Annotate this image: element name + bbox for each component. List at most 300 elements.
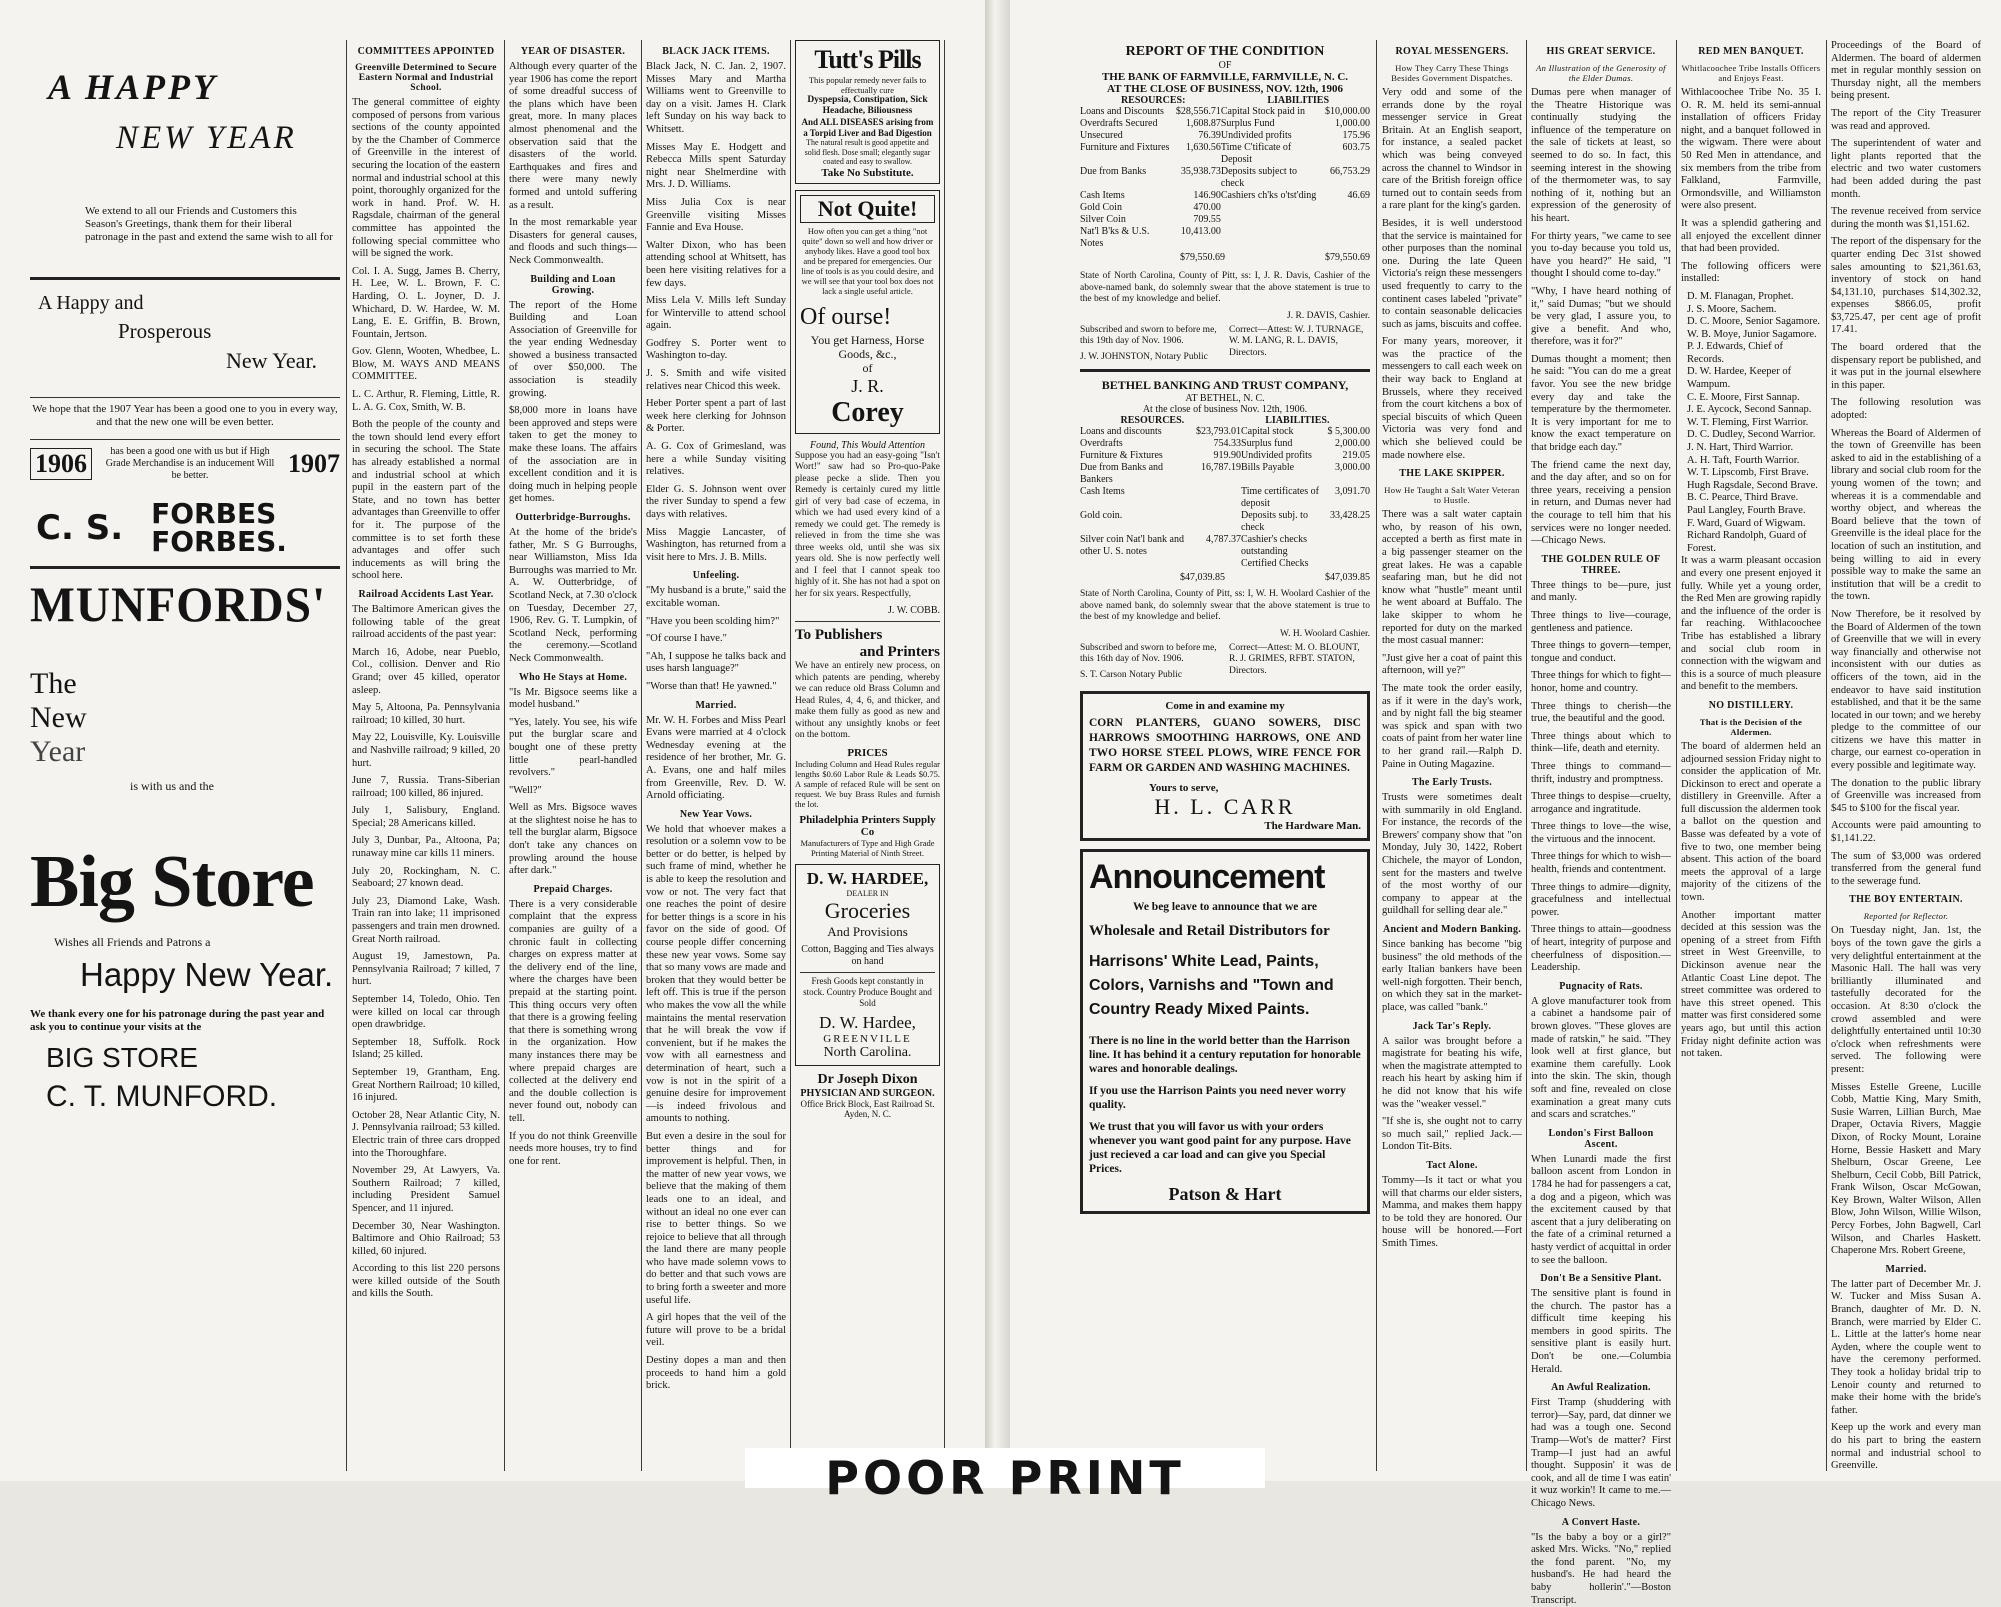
officer-item: Hugh Ragsdale, Second Brave. — [1687, 479, 1818, 491]
paragraph: Walter Dixon, who has been attending school at Whitsett, has been here visiting relatives for a few days. — [646, 239, 786, 289]
item-label: Unsecured — [1080, 130, 1123, 141]
year-right: 1907 — [288, 449, 340, 478]
publishers-2: and Printers — [859, 644, 940, 660]
paragraph: Miss Lela V. Mills left Sunday for Winterville to attend school again. — [646, 295, 786, 332]
divider — [30, 566, 340, 569]
service-column — [1531, 40, 1671, 1606]
item-label — [1221, 202, 1322, 214]
item-label: Surplus fund — [1241, 438, 1293, 449]
paragraph: Withlacoochee Tribe No. 35 I. O. R. M. held its semi-annual installation of officers Friday night, and a banquet followed in the wigwam. There were about 50 Red Men in attendance, and six members from the tribe from Falkland, Farmville, Ormondsville, and Williamston were also present. — [1681, 87, 1821, 212]
happy-title-2: NEW YEAR — [116, 120, 297, 156]
bethel-attest-row — [1080, 643, 1370, 682]
notary-name: J. W. JOHNSTON, Notary Public — [1080, 351, 1208, 362]
item-label: Loans and discounts — [1080, 426, 1162, 437]
with-us-text: is with us and the — [130, 779, 214, 793]
bethel-correct: Correct—Attest: M. O. BLOUNT, R. J. GRIMES, RFBT. STATON, Directors. — [1229, 642, 1360, 676]
royal-heading: ROYAL MESSENGERS. — [1395, 46, 1509, 57]
officer-item: J. S. Moore, Sachem. — [1687, 303, 1777, 315]
big-store-title: Big Store — [30, 841, 314, 923]
officer-item: D. W. Hardee, Keeper of Wampum. — [1687, 366, 1792, 391]
golden-rule-item: Three things to be—pure, just and manly. — [1531, 579, 1671, 604]
tutts-title: Tutt's Pills — [814, 45, 921, 74]
big-store-2: BIG STORE — [46, 1042, 198, 1073]
paragraph: July 1, Salisbury, England. Special; 28 Americans killed. — [352, 805, 500, 829]
officer-item: A. H. Taft, Fourth Warrior. — [1687, 454, 1800, 466]
golden-rule-item: Three things to live—courage, gentleness and patience. — [1531, 609, 1671, 634]
carr-serve: Yours to serve, — [1149, 782, 1219, 794]
item-label: Time C'tificate of Deposit — [1220, 142, 1292, 165]
paragraph: Miss Julia Cox is near Greenville visiting Misses Fannie and Eva House. — [646, 196, 786, 234]
corey-name: Corey — [831, 396, 904, 428]
officer-item: B. C. Pearce, Third Brave. — [1687, 492, 1799, 504]
announcement-1: We beg leave to announce that we are — [1132, 901, 1318, 913]
paragraph: First Tramp (shuddering with terror)—Say, pard, dat dinner we had was a tough one. Second Tramp—Wot's de matter? First Tramp—I just had an awful thought. Supposin' it was de cook, and all de time I was eatin' it wuz workin'! It came to me.—Chicago News. — [1531, 1397, 1671, 1509]
bethel-totals — [1080, 572, 1370, 583]
bethel-close: At the close of business Nov. 12th, 1906. — [1142, 404, 1308, 415]
item-amount: 16,787.19 — [1201, 462, 1242, 473]
financial-row — [1080, 462, 1370, 486]
royal-column — [1382, 40, 1522, 1473]
bethel-location: AT BETHEL, N. C. — [1185, 393, 1265, 404]
item-amount: 1,000.00 — [1335, 118, 1370, 129]
paragraph: If you do not think Greenville needs more houses, try to find one for rent. — [509, 1130, 637, 1167]
paragraph: The donation to the public library of Greenville was increased from $45 to $100 for the fiscal year. — [1831, 777, 1981, 814]
paragraph: "Have you been scolding him?" — [646, 615, 780, 627]
bank-title-1: REPORT OF THE CONDITION — [1125, 44, 1325, 59]
item-label: Nat'l B'ks & U.S. Notes — [1080, 226, 1150, 249]
paragraph: Whereas the Board of Aldermen of the town of Greenville has been asked to aid in the establishing of a library and social club room for the young women of the town; and whereas it is a commendable and worthy object, and whereas the Board believe that the town of Greenville is the ideal place for the location of such an institution, and being willing to aid in every possible way to make the same an institution that will be a credit to the town. — [1831, 427, 1981, 603]
hope-text: We hope that the 1907 Year has been a good one to you in every way, and that the new one will be even better. — [32, 403, 338, 428]
disaster-column — [509, 40, 637, 1473]
hardee-name-2: D. W. Hardee, — [819, 1012, 916, 1032]
financial-row — [1080, 226, 1370, 250]
item-label: Bills Payable — [1241, 462, 1295, 473]
phila-name: Philadelphia Printers Supply Co — [799, 813, 936, 838]
announcement-title: Announcement — [1089, 858, 1325, 896]
item-amount: 3,000.00 — [1335, 462, 1370, 473]
dixon-office: Office Brick Block, East Railroad St. Ayden, N. C. — [800, 1098, 935, 1119]
item-amount — [1324, 534, 1370, 558]
no-distillery-heading: NO DISTILLERY. — [1708, 699, 1794, 711]
golden-rule-item: Three things to attain—goodness of heart, integrity of purpose and cheerfulness of disposition.—Leadership. — [1531, 924, 1671, 974]
item-amount: 2,000.00 — [1335, 438, 1370, 449]
year-label: Year — [30, 735, 86, 768]
prepaid-heading: Prepaid Charges. — [533, 883, 613, 895]
publishers-1: To Publishers — [795, 627, 883, 643]
farmville-table — [1080, 106, 1370, 250]
publishers-text: We have an entirely new process, on which patents are pending, whereby we can reduce old Brass Column and Head Rules, 4, 4, 6, and thicker, and make them fully as good as new and without any unsightly knobs or feet on the bottom. — [795, 661, 940, 740]
officer-item: W. B. Moye, Junior Sagamore. — [1687, 328, 1817, 340]
married-heading: Married. — [1885, 1263, 1927, 1275]
item-label — [1221, 226, 1322, 250]
paragraph: Misses May E. Hodgett and Rebecca Mills spent Saturday night near Shelmerdine with Mrs. J. D. Williams. — [646, 141, 786, 191]
redmen-column — [1681, 40, 1821, 1473]
hardee-state: North Carolina. — [823, 1044, 912, 1060]
item-amount: $23,793.01 — [1196, 426, 1242, 437]
paragraph: November 29, At Lawyers, Va. Southern Railroad; 7 killed, including President Samuel Spencer, and 11 injured. — [352, 1165, 500, 1214]
present-list: Misses Estelle Greene, Lucille Cobb, Mattie King, Mary Smith, Susie Warren, Lillian Burch, Mae Draper, Octavia Rivers, Maggie Dixon, of Rocky Mount, Loraine Horne, Bessie Haskett and Mary Shelburn, Oscar Greene, Lee Shelburn, Cecil Cobb, Bill Patrick, Frank Wilson, Oscar McGowan, Key Brown, Walter Wilson, Allen Blow, John Wilson, Willie Wilson, Percy Forbes, John Bagwell, Carl Wilson, and Charles Haskett. Chaperone Mrs. Robert Greene, — [1831, 1081, 1981, 1257]
attest-row — [1080, 325, 1370, 364]
divider — [795, 621, 940, 622]
paragraph: July 23, Diamond Lake, Wash. Train ran into lake; 11 imprisoned passengers and train men drowned. Great North railroad. — [352, 895, 500, 945]
item-amount: 3,091.70 — [1335, 486, 1370, 497]
golden-rule-item: Three things to love—the wise, the virtuous and the innocent. — [1531, 821, 1671, 845]
officer-item: F. Ward, Guard of Wigwam. — [1687, 517, 1806, 529]
bethel-headers — [1080, 415, 1370, 426]
item-label: Gold coin. — [1080, 510, 1123, 521]
item-amount — [1322, 226, 1370, 250]
banking-heading: Ancient and Modern Banking. — [1382, 924, 1522, 936]
divider — [30, 277, 340, 280]
officer-item: P. J. Edwards, Chief of Records. — [1687, 341, 1783, 365]
early-trusts-heading: The Early Trusts. — [1411, 777, 1493, 789]
item-label — [1080, 558, 1193, 570]
paragraph: At the home of the bride's father, Mr. S G Burroughs, near Williamston, Miss Ida Burroughs was married to Mr. A. W. Outterbridge, of Scotland Neck, at 7.30 o'clock on Tuesday, December 27, 1906, Rev. G. T. Lumpkin, of Scotland Neck, performing the ceremony.—Scotland Neck Commonwealth. — [509, 527, 637, 664]
paragraph: It was a warm pleasant occasion and every one present enjoyed it fully. While yet a young order, the Red Men are growing rapidly and the influence of the order is far reaching. Withlacoochee Tribe has established a library and social club room in connection with the wigwam and this is a source of much pleasure and benefit to the members. — [1681, 555, 1821, 693]
blackjack-heading: BLACK JACK ITEMS. — [662, 46, 770, 57]
announcement-4: There is no line in the world better than the Harrison line. It has behind it a century reputation for honorable wares and honorable dealings. — [1089, 1035, 1361, 1075]
column-rule — [790, 40, 791, 1471]
paragraph: Godfrey S. Porter went to Washington to-day. — [646, 337, 786, 362]
paragraph: "Why, I have heard nothing of it," said Dumas; "but we should be very glad, I assure you, to give a benefit. And who, therefore, was it for?" — [1531, 285, 1671, 348]
hardee-name: D. W. HARDEE, — [806, 868, 929, 888]
announcement-2: Wholesale and Retail Distributors for — [1089, 923, 1330, 939]
golden-rule-item: Three things for which to wish—health, friends and contentment. — [1531, 851, 1671, 876]
officer-item: W. T. Lipscomb, First Brave. — [1687, 467, 1809, 479]
financial-row — [1080, 426, 1370, 438]
tact-heading: Tact Alone. — [1426, 1159, 1478, 1171]
paragraph: In the most remarkable year Disasters for general causes, and floods and such things—Neck Commonwealth. — [509, 217, 637, 266]
paragraph: Dumas pere when manager of the Theatre Historique was continually studying the influence of the temperature on the sale of tickets at least, so seemed to do so. In fact, this seeming interest in the showing of the thermometer was, to say nothing of it, nothing but an expression of the generosity of his heart. — [1531, 87, 1671, 224]
item-amount: $ 5,300.00 — [1327, 426, 1370, 437]
total-left: $79,550.69 — [1180, 252, 1225, 263]
paragraph: Accounts were paid amounting to $1,141.22. — [1831, 820, 1981, 845]
item-label: Deposits subj. to check — [1241, 510, 1308, 533]
paragraph: J. S. Smith and wife visited relatives near Chicod this week. — [646, 368, 786, 392]
paragraph: Since banking has become "big business" the old methods of the early Italian bankers have been well-nigh forgotten. Their bench, on which they sat in the market-place, was called "bank." — [1382, 939, 1522, 1013]
new-label: New — [30, 701, 87, 734]
paragraph: "My husband is a brute," said the excitable woman. — [646, 585, 786, 609]
paragraph: Gov. Glenn, Wooten, Whedbee, L. Blow, M. WAYS AND MEANS COMMITTEE. — [352, 346, 500, 383]
skipper-heading: THE LAKE SKIPPER. — [1399, 468, 1505, 480]
paragraph: The friend came the next day, and the day after, and so on for three years, receiving a pension in return, and Dumas never had the courage to tell him that his services were no longer needed.—Chicago News. — [1531, 459, 1671, 547]
royal-sub: How They Carry These Things Besides Government Dispatches. — [1391, 63, 1513, 83]
liabilities-heading: LIABILITIES — [1267, 95, 1330, 106]
tutts-ad — [795, 40, 940, 184]
financial-row — [1080, 534, 1370, 558]
paragraph: "Ah, I suppose he talks back and uses harsh language?" — [646, 650, 786, 675]
happy-new-year-ad — [30, 66, 340, 271]
column-rule — [1376, 40, 1377, 1471]
ads-column-right — [795, 40, 940, 1473]
item-amount: 603.75 — [1342, 142, 1370, 153]
prices-label: PRICES — [847, 746, 888, 759]
railroad-heading: Railroad Accidents Last Year. — [358, 588, 494, 600]
golden-rule-item: Three things to command—thrift, industry and promptness. — [1531, 760, 1671, 785]
financial-row — [1080, 450, 1370, 462]
carr-title: The Hardware Man. — [1264, 820, 1361, 832]
paragraph: "Yes, lately. You see, his wife put the burglar scare and bought one of these pretty little pearl-handled revolvers." — [509, 716, 637, 779]
cobb-signature: J. W. COBB. — [888, 605, 940, 616]
thank-text: We thank every one for his patronage during the past year and ask you to continue your visits at the — [30, 1008, 325, 1033]
item-label: Time certificates of deposit — [1241, 486, 1319, 509]
paragraph: October 28, Near Atlantic City, N. J. Pennsylvania railroad; 53 killed. Electric train of three cars dropped into the Thoroughfare. — [352, 1109, 500, 1159]
item-amount: $28,556.71 — [1175, 106, 1221, 117]
forbes-name-1: FORBES — [151, 497, 277, 530]
financial-row — [1080, 190, 1370, 202]
paragraph: July 20, Rockingham, N. C. Seaboard; 27 known dead. — [352, 865, 500, 890]
who-stays-heading: Who He Stays at Home. — [518, 671, 628, 683]
item-amount: 754.33 — [1213, 438, 1242, 449]
item-label: Deposits subject to check — [1220, 166, 1297, 189]
officer-item: Paul Langley, Fourth Brave. — [1687, 505, 1806, 516]
state-text: State of North Carolina, County of Pitt, ss: I, J. R. Davis, Cashier of the above-named bank, do solemnly swear that the above statement is true to the best of my knowledge and belief. — [1080, 271, 1370, 304]
paragraph: The mate took the order easily, as if it were in the day's work, and by night fall the big steamer was spick and span with two coats of paint from her water line to her grand rail.—Ralph D. Paine in Outing Magazine. — [1382, 682, 1522, 770]
building-loan-heading: Building and Loan Growing. — [530, 273, 616, 296]
paragraph: "Is Mr. Bigsoce seems like a model husband." — [509, 686, 637, 711]
total-right: $79,550.69 — [1325, 252, 1370, 263]
hardee-ad — [795, 864, 940, 1066]
bethel-resources: RESOURCES. — [1120, 415, 1185, 426]
bethel-table — [1080, 426, 1370, 570]
item-amount: 919.90 — [1213, 450, 1242, 461]
column-rule — [346, 40, 347, 1471]
no-distillery-sub: That is the Decision of the Aldermen. — [1699, 716, 1803, 737]
boys-sub: Reported for Reflector. — [1863, 911, 1949, 922]
service-heading: HIS GREAT SERVICE. — [1546, 46, 1656, 57]
officer-item: D. M. Flanagan, Prophet. — [1687, 290, 1794, 302]
tutts-take: Take No Substitute. — [821, 166, 914, 179]
golden-rule-item: Three things to despise—cruelty, arrogance and ingratitude. — [1531, 791, 1671, 815]
paragraph: According to this list 220 persons were killed outside of the South and kills the South. — [352, 1263, 500, 1300]
paragraph: The report of the City Treasurer was read and approved. — [1831, 107, 1981, 132]
item-amount — [1322, 202, 1370, 214]
paragraph: Keep up the work and every man do his part to bring the eastern normal and industrial school to Greenville. — [1831, 1422, 1981, 1472]
hardee-groceries: Groceries — [824, 897, 911, 923]
prosperous-1: A Happy and — [38, 292, 144, 314]
item-label: Gold Coin — [1080, 202, 1122, 213]
prosperous-2: Prosperous — [118, 319, 212, 343]
cashier-sign: J. R. DAVIS, Cashier. — [1287, 310, 1370, 321]
carr-ad — [1080, 691, 1370, 841]
item-label: Cashier's checks outstanding — [1241, 534, 1307, 557]
item-amount: 35,938.73 — [1180, 166, 1221, 177]
bank-column — [1080, 44, 1370, 1473]
paragraph: Another important matter decided at this session was the opening of a street from Fifth street in West Greenville, to Dickinson avenue near the Atlantic Coast Line depot. The street committee was ordered to have this street opened. This matter was first considered some years ago, but until this action Friday night definite action was not taken. — [1681, 909, 1821, 1060]
divider — [1080, 369, 1370, 372]
paragraph: Now Therefore, be it resolved by the Board of Aldermen of the town of Greenville that we will in every way financially and otherwise not inconsistent with our duties as officers of the town, aid in the endeavor to have said institution established, and that it be the same located in our town; and we hereby pledge to the committee of our citizens we have this matter in charge, our earnest co-operation in every possible and legitimate way. — [1831, 608, 1981, 772]
bethel-subscribed: Subscribed and sworn to before me, this 16th day of Nov. 1906. — [1080, 642, 1217, 664]
aldermen-column — [1831, 40, 1981, 1473]
item-label: Capital stock — [1241, 426, 1294, 437]
paragraph: March 16, Adobe, near Pueblo, Col., collision. Denver and Rio Grand; over 45 killed, operator asleep. — [352, 646, 500, 696]
financial-row — [1080, 438, 1370, 450]
tutts-body: And ALL DISEASES arising from a Torpid Liver and Bad Digestion — [801, 117, 934, 138]
item-amount: 146.90 — [1193, 190, 1221, 201]
found-heading: Found, This Would Attention — [809, 439, 925, 451]
paragraph: Heber Porter spent a part of last week here clerking for Johnson & Porter. — [646, 398, 786, 435]
paragraph: The latter part of December Mr. J. W. Tucker and Miss Susan A. Branch, daughter of Mr. D. N. Branch, were married by Elder C. L. Little at the latter's home near Ayden, where the couple went to have the ceremony performed. They took a holiday bridal trip to Lenoir county and returned to make their home with the bride's father. — [1831, 1278, 1981, 1416]
officer-item: W. T. Fleming, First Warrior. — [1687, 416, 1809, 428]
paragraph: Proceedings of the Board of Aldermen. The board of aldermen met in regular monthly session on Thursday night, all the members being present. — [1831, 40, 1981, 102]
service-sub: An Illustration of the Generosity of the Elder Dumas. — [1536, 63, 1666, 83]
paragraph: Well as Mrs. Bigsoce waves at the slightest noise he has to tell the burglar alarm, Bigsoce don't take any chances on prowling around the house after dark." — [509, 802, 637, 877]
wishes-text: Wishes all Friends and Patrons a — [54, 935, 211, 949]
greenville-heading: Greenville Determined to Secure Eastern Normal and Industrial School. — [355, 63, 497, 93]
item-amount — [1322, 214, 1370, 226]
prosperous-3: New Year. — [226, 348, 318, 373]
item-amount: 1,630.56 — [1185, 142, 1221, 153]
item-label: Cash Items — [1080, 190, 1125, 201]
paragraph: May 5, Altoona, Pa. Pennsylvania railroad; 10 killed, 30 hurt. — [352, 702, 500, 726]
bank-title-3: THE BANK OF FARMVILLE, FARMVILLE, N. C. — [1101, 71, 1349, 83]
paragraph: Trusts were sometimes dealt with summarily in old England. For instance, the records of the Brewers' company show that "on Monday, July 30, 1422, Robert Chichele, the mayor of London, sent for the masters and twelve of the most worthy of our company to appear at the guildhall for selling dear ale." — [1382, 792, 1522, 917]
item-label: Cash Items — [1080, 486, 1125, 497]
paragraph: September 14, Toledo, Ohio. Ten were killed on local car through open drawbridge. — [352, 994, 500, 1031]
paragraph: The report of the dispensary for the quarter ending Dec 31st showed sales amounting to $21,361.63, inventory of stock on hand $4,131.10, purchases $14,302.32, expenses $866.05, profit $3,725.47, per cent age of profit 17.41. — [1831, 236, 1981, 336]
officer-item: J. N. Hart, Third Warrior. — [1687, 442, 1794, 454]
financial-row — [1080, 202, 1370, 214]
item-label: Silver coin Nat'l bank and other U. S. notes — [1080, 534, 1184, 557]
paragraph: We hold that whoever makes a resolution or a solemn vow to be better or do better, is helped by such frame of mind, whether he is able to keep the resolution and vow or not. The very fact that one reaches the point of desire for better things is a score in his favor on the side of good. Of course people differ concerning these new year vows. Some say that so many vows are made and broken that they would better be left off. This is true if the person who makes the vow all the while maintains the mental reservation that he will break the vow if convenient, but if he makes the vow with all earnestness and determination of heart, such a vow is not in the spirit of a genuine desire for improvement—is indeed frivolous and amounts to nothing. — [646, 823, 786, 1125]
names-list: Col. I. A. Sugg, James B. Cherry, H. Lee, W. L. Brown, F. C. Harding, O. L. Joyner, D. J. Whichard, D. W. Hardee, W. M. Lang, E. E. Griffin, B. Brown, Fountain, Jertson. — [352, 265, 500, 340]
officer-item: D. C. Dudley, Second Warrior. — [1687, 429, 1816, 441]
golden-rule-item: Three things about which to think—life, death and eternity. — [1531, 730, 1671, 755]
paragraph: Besides, it is well understood that the service is maintained for other purposes than the nominal one. During the late Queen Victoria's reign these messengers used frequently to carry to the continent cases labeled "private" to contain seasonable delicacies such as jams, biscuits and coffee. — [1382, 217, 1522, 330]
item-label: Due from Banks — [1080, 166, 1147, 177]
harness-text: You get Harness, Horse Goods, &c., — [810, 332, 925, 361]
awful-heading: An Awful Realization. — [1551, 1382, 1651, 1394]
officer-item: C. E. Moore, First Sannap. — [1687, 391, 1800, 403]
convert-heading: A Convert Haste. — [1561, 1516, 1641, 1528]
forbes-names — [151, 497, 287, 558]
happy-title-1: A HAPPY — [48, 67, 219, 107]
bethel-notary: S. T. Carson Notary Public — [1080, 669, 1183, 680]
item-label: Silver Coin — [1080, 214, 1126, 225]
item-amount: 219.05 — [1342, 450, 1370, 461]
hardee-cotton: Cotton, Bagging and Ties always on hand — [801, 943, 934, 967]
munford-name: C. T. MUNFORD. — [46, 1080, 278, 1113]
boys-heading: THE BOY ENTERTAIN. — [1849, 894, 1963, 906]
the-label: The — [30, 667, 77, 700]
item-amount — [1193, 558, 1241, 570]
left-ads-column — [30, 50, 340, 1473]
item-label: Capital Stock paid in — [1220, 106, 1306, 117]
paragraph: When Lunardi made the first balloon ascent from London in 1784 he had for passengers a cat, a dog and a pigeon, which was the excitement caused by that ascent that a jury deliberating on the fate of a criminal returned a hasty verdict of acquittal in order to see the balloon. — [1531, 1153, 1671, 1266]
paragraph: On Tuesday night, Jan. 1st, the boys of the town gave the girls a very delightful entertainment at the Masonic Hall. The hall was very brilliantly illuminated and tastefully decorated for the occasion. At 8:30 o'clock the crowd assembled and were delightfully entertained until 10:30 o'clock when refreshments were served. The following were present: — [1831, 925, 1981, 1075]
item-amount: 33,428.25 — [1330, 510, 1370, 521]
paragraph: September 18, Suffolk. Rock Island; 25 killed. — [352, 1036, 500, 1061]
year-middle: has been a good one with us but if High Grade Merchandise is an inducement Will be better. — [105, 446, 275, 481]
paragraph: Elder G. S. Johnson went over the river Sunday to spend a few days with relatives. — [646, 483, 786, 520]
tutts-sub: This popular remedy never fails to effectually cure — [808, 75, 927, 95]
item-amount — [1193, 510, 1241, 534]
column-rule — [1826, 40, 1827, 1471]
announcement-5: If you use the Harrison Paints you need never worry quality. — [1089, 1085, 1346, 1111]
forbes-name-2: FORBES. — [151, 525, 287, 558]
redmen-sub: Whitlacoochee Tribe Installs Officers and Enjoys Feast. — [1681, 63, 1821, 83]
forbes-initials: C. S. — [36, 508, 124, 548]
munfords-ad — [30, 575, 340, 1114]
item-label: Loans and Discounts — [1080, 106, 1164, 117]
item-amount: 46.69 — [1347, 190, 1370, 201]
paragraph: For thirty years, "we came to see you to-day because you told us, have you heard?" He said, "I thought I should come to-day." — [1531, 230, 1671, 280]
not-quite-text: How often you can get a thing "not quite" down so well and how driver or anybody likes. Have a good tool box and be prepared for emergencies. Our line of tools is as you could desire, and we will see that your tool box does not lack a single useful article. — [801, 225, 934, 296]
paragraph: Although every quarter of the year 1906 has come the report of some dreadful success of the plans which have been great, more. In many places almost phenomenal and the observation said that the disasters of the world. Earthquakes and fires and there were many newly formed and untold suffering as a result. — [509, 61, 637, 211]
item-amount: 4,787.37 — [1206, 534, 1242, 545]
correct-attest: Correct—Attest: W. J. TURNAGE, W. M. LANG, R. L. DAVIS, Directors. — [1229, 324, 1364, 358]
paragraph: May 22, Louisville, Ky. Louisville and Nashville railroad; 9 killed, 20 hurt. — [352, 732, 500, 769]
item-label: Surplus Fund — [1220, 118, 1275, 129]
item-label: Undivided profits — [1220, 130, 1292, 141]
paragraph: The superintendent of water and light plants reported that the electric and two water customers had been added during the past month. — [1831, 138, 1981, 200]
forbes-ad — [30, 497, 340, 558]
of-label: of — [862, 360, 873, 375]
item-label: Cashiers ch'ks o'tst'ding — [1220, 190, 1317, 201]
married-heading: Married. — [695, 699, 737, 711]
greeting-text: We extend to all our Friends and Customers this Season's Greetings, thank them for their liberal patronage in the past and extend the same wish to all for — [85, 205, 333, 243]
disaster-heading: YEAR OF DISASTER. — [520, 46, 626, 57]
officer-item: J. E. Aycock, Second Sannap. — [1687, 404, 1812, 416]
paragraph: It was a splendid gathering and all enjoyed the excellent dinner that had been provided. — [1681, 217, 1821, 255]
paragraph: The sensitive plant is found in the church. The pastor has a difficult time keeping his members in good spirits. The sensitive plant is easily hurt. Don't be one.—Columbia Herald. — [1531, 1288, 1671, 1375]
item-amount: 1,608.87 — [1185, 118, 1221, 129]
page-gutter — [985, 0, 1010, 1481]
paragraph: The board ordered that the dispensary report be published, and it was put in the journal elsewhere in this paper. — [1831, 342, 1981, 391]
corey-ad — [795, 190, 940, 434]
financial-row — [1080, 142, 1370, 166]
column-heading: COMMITTEES APPOINTED — [357, 46, 495, 57]
paragraph: The sum of $3,000 was ordered transferred from the general fund to the sewerage fund. — [1831, 850, 1981, 887]
financial-row — [1080, 106, 1370, 118]
paragraph: Black Jack, N. C. Jan. 2, 1907. Misses Mary and Martha Williams went to Greenville to day on a visit. James H. Clark left Sunday on his way back to Whitsett. — [646, 61, 786, 135]
munfords-title: MUNFORDS' — [30, 576, 327, 632]
year-left: 1906 — [30, 448, 92, 480]
greenville-column — [352, 40, 500, 1473]
paragraph: A girl hopes that the veil of the future will prove to be a bridal veil. — [646, 1312, 786, 1349]
paragraph: $8,000 more in loans have been approved and steps were taken to get the money to make these loans. The affairs of the association are in excellent condition and it is doing much in helping people get homes. — [509, 405, 637, 505]
paragraph: "Of course I have." — [646, 633, 727, 645]
carr-name: H. L. CARR — [1154, 794, 1296, 819]
financial-row — [1080, 510, 1370, 534]
jr-label: J. R. — [851, 375, 884, 396]
tutts-text: The natural result is good appetite and solid flesh. Dose small; elegantly sugar coated and easy to swallow. — [804, 138, 931, 166]
blackjack-column — [646, 40, 786, 1473]
poor-print-banner: POOR PRINT — [745, 1448, 1265, 1488]
column-rule — [1526, 40, 1527, 1471]
item-amount: 470.00 — [1193, 202, 1221, 213]
year-row — [30, 446, 340, 482]
bethel-liabilities: LIABILITIES. — [1265, 415, 1330, 426]
hardee-fresh: Fresh Goods kept constantly in stock. Country Produce Bought and Sold — [800, 972, 935, 1009]
golden-rule-item: Three things to cherish—the true, the beautiful and the good. — [1531, 700, 1671, 725]
officers-intro: The following officers were installed: — [1681, 260, 1821, 285]
paragraph: "Is the baby a boy or a girl?" asked Mrs. Wicks. "No," replied the fond parent. "No, my husband's. He had heard the baby hollerin'."—Boston Transcript. — [1531, 1531, 1671, 1606]
paragraph: Both the people of the county and the town should lend every effort in securing the school. The State has already established a normal and industrial school at which pupil in the eastern part of the State, and no town has better advantages than Greenville to offer for it. The purpose of the committee is to set forth these advantages and offer such inducements as will bring the school here. — [352, 419, 500, 582]
sensitive-heading: Don't Be a Sensitive Plant. — [1540, 1273, 1662, 1285]
item-amount — [1193, 486, 1241, 510]
financial-row — [1080, 130, 1370, 142]
tutts-list: Dyspepsia, Constipation, Sick Headache, Biliousness — [807, 95, 928, 116]
item-amount: 175.96 — [1342, 130, 1370, 141]
column-rule — [1676, 40, 1677, 1471]
financial-row — [1080, 558, 1370, 570]
golden-rule-list — [1531, 580, 1671, 975]
hardee-provisions: And Provisions — [827, 923, 908, 939]
bethel-cashier: W. H. Woolard Cashier. — [1279, 628, 1370, 639]
paragraph: For many years, moreover, it was the practice of the messengers to call each week on their way back to England at Brussels, where they received from the court kitchens a box of special biscuits of which Queen Victoria was very fond and which she believed could be made nowhere else. — [1382, 336, 1522, 461]
bethel-state: State of North Carolina, County of Pitt, ss: I, W. H. Woolard Cashier of the above named bank, do solemnly swear that the above statement is true to the best of my knowledge and belief. — [1080, 589, 1370, 622]
